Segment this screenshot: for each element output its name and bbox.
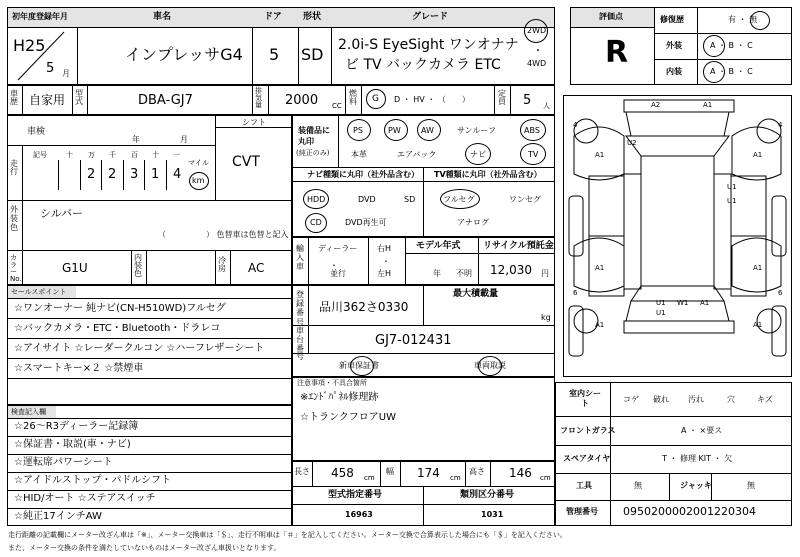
class-label: 類別区分番号 [460, 490, 515, 500]
shaken-year-unit: 年 [132, 135, 140, 144]
inspector-label: 検査記入欄 [11, 408, 46, 416]
import-parallel: 並行 [330, 269, 346, 278]
year-value: H25 [13, 36, 46, 55]
seat-option: 汚れ [688, 395, 704, 404]
car-diagram [564, 96, 791, 376]
sales-point-line: ☆スマートキー×２ ☆禁煙車 [14, 363, 144, 374]
repair-value: 有 ・ 無 [728, 15, 758, 24]
jack-label: ジャッキ [680, 481, 712, 490]
import-left: 左H [377, 269, 392, 278]
car-name-value: インプレッサG4 [125, 45, 243, 64]
interior-label: 内装 [666, 67, 682, 76]
seat-label: 室内シート [569, 389, 601, 409]
nav-dvd-play: DVD再生可 [345, 218, 387, 227]
sales-points-label: セールスポイント [11, 288, 67, 296]
max-load-unit: kg [541, 313, 551, 322]
mileage-digit: 2 [108, 167, 117, 182]
diagram-label: U2 [627, 139, 637, 147]
equip-navi: ナビ [470, 150, 486, 159]
seat-option: コゲ [623, 395, 639, 404]
diagram-label: A1 [700, 299, 710, 307]
registration-value: 品川362さ0330 [319, 300, 409, 314]
chassis-label: 車台番号 [296, 326, 304, 362]
capacity-value: 5 [523, 93, 532, 108]
capacity-label: 定員 [498, 89, 506, 106]
shaken-label: 車検 [27, 127, 46, 137]
equipment-label1: 装備品に [298, 126, 330, 135]
diagram-side-number: 4 [778, 121, 783, 129]
control-value: 0950200002001220304 [623, 505, 756, 518]
color-label: 外装色 [10, 205, 18, 232]
sales-point-line: ☆バックカメラ・ETC・Bluetooth・ドラレコ [14, 323, 221, 334]
nav-sd: SD [404, 195, 416, 204]
control-label: 管理番号 [566, 507, 598, 516]
diagram-label: A1 [595, 264, 605, 272]
tv-fullseg: フルセグ [443, 195, 475, 204]
drive-4wd: 4WD [527, 59, 547, 68]
seat-option: 破れ [653, 395, 669, 404]
diagram-side-number: 4 [573, 121, 578, 129]
equip-ps: PS [353, 126, 363, 135]
inspector-line: ☆純正17インチAW [14, 511, 102, 522]
mileage-label: 走行 [10, 159, 18, 176]
width-unit: cm [450, 474, 461, 482]
drive-2wd: 2WD [527, 26, 547, 35]
class-value: 1031 [481, 510, 504, 519]
spare-value: T ・ 修理 KIT ・ 欠 [662, 454, 733, 463]
equip-abs: ABS [524, 126, 540, 135]
doors-value: 5 [269, 45, 280, 64]
inspector-line: ☆26～R3ディーラー記録簿 [14, 421, 139, 432]
model-year-value: 不明 [456, 269, 472, 278]
width-label: 幅 [386, 467, 394, 476]
glass-value: A ・ ×要ス [681, 426, 723, 435]
seat-option: 穴 [727, 395, 735, 404]
equip-leather: 本革 [351, 150, 367, 159]
fuel-g: G [372, 94, 379, 104]
diagram-label: A1 [595, 321, 605, 329]
recycle-value: 12,030 [490, 263, 532, 277]
month-unit: 月 [62, 69, 70, 78]
diagram-label: A1 [753, 321, 763, 329]
diagram-label: A1 [753, 151, 763, 159]
doors-label: ドア [264, 12, 282, 22]
sales-point-line: ☆ワンオーナー 純ナビ(CN-H510WD)フルセグ [14, 303, 226, 314]
model-value: DBA-GJ7 [138, 93, 193, 108]
fuel-label: 燃料 [349, 89, 357, 106]
jack-value: 無 [747, 481, 755, 490]
equip-airbag: エアバック [397, 150, 437, 159]
tv-oneseg: ワンセグ [509, 195, 541, 204]
inspector-line: ☆運転席パワーシート [14, 457, 113, 468]
usage-label: 車歴 [10, 89, 18, 106]
chassis-value: GJ7-012431 [375, 333, 452, 348]
color-value: シルバー [40, 207, 83, 220]
grade-line2: ビ TV バックカメラ ETC [345, 57, 501, 73]
shift-value: CVT [232, 154, 260, 170]
equipment-label3: (純正のみ) [296, 149, 330, 157]
diagram-side-number: 6 [778, 289, 783, 297]
tools-value: 無 [634, 481, 642, 490]
color-no-label: カラーNo. [10, 254, 22, 283]
shift-label: シフト [242, 118, 266, 127]
recycle-unit: 円 [541, 269, 549, 278]
import-dealer: ディーラー [318, 244, 358, 253]
mileage-digit: 3 [130, 167, 139, 182]
registration-label: 登録番号 [296, 290, 304, 327]
sales-point-line: ☆アイサイト ☆レーダークルコン ☆ハーフレザーシート [14, 343, 265, 354]
import-right: 右H [377, 244, 392, 253]
diagram-label: A1 [703, 101, 713, 109]
width-value: 174 [417, 466, 440, 480]
type-cert-label: 型式指定番号 [328, 490, 383, 500]
shaken-month-unit: 月 [180, 135, 188, 144]
diagram-side-number: 6 [573, 289, 578, 297]
equip-pw: PW [388, 126, 401, 135]
height-value: 146 [509, 466, 532, 480]
equip-sunroof: サンルーフ [457, 126, 496, 135]
grade-line1: 2.0i-S EyeSight ワンオナナ [338, 37, 519, 53]
shape-label: 形状 [303, 12, 322, 22]
footer-line1: 走行距離の記載欄にメーター改ざん車は「※」、メーター交換車は「＄」、走行不明車は「＃」を記入してください。メーター交換で合算表示した場合にも「＄」を記入ください。 [8, 531, 567, 539]
tv-type-header: TV種類に丸印（社外品含む） [434, 170, 542, 179]
fuel-options: D ・ HV ・ （ ） [394, 95, 470, 104]
model-label: 型式 [75, 89, 83, 106]
usage-value: 自家用 [29, 93, 66, 107]
inspector-line: ☆保証書・取説(車・ナビ) [14, 439, 131, 450]
nav-dvd: DVD [358, 195, 376, 204]
mileage-digit: 4 [173, 167, 182, 182]
ac-value: AC [248, 261, 265, 275]
equip-tv: TV [528, 150, 539, 159]
diagram-label: A2 [651, 101, 661, 109]
year-label: 初年度登録年月 [12, 12, 68, 21]
diagram-label: A1 [753, 264, 763, 272]
interior-color-label: 内装色 [134, 253, 142, 278]
diagram-label: U1 [727, 183, 737, 191]
tools-label: 工具 [576, 481, 592, 490]
nav-cd: CD [310, 218, 322, 227]
diagram-label: U1 [656, 299, 666, 307]
length-label: 長さ [294, 467, 310, 476]
exterior-label: 外装 [666, 41, 682, 50]
car-name-label: 車名 [153, 12, 172, 22]
memo-label: 記号 [33, 151, 47, 159]
recycle-label: リサイクル預託金 [483, 241, 554, 251]
model-year-label: モデル年式 [416, 241, 461, 251]
km-label: km [192, 176, 205, 185]
displacement-label: 排気量 [255, 87, 262, 109]
footer-line2: また、メーター交換の条件を満たしていないものはメーター改ざん車扱いとなります。 [8, 544, 281, 552]
type-cert-value: 16963 [345, 510, 373, 519]
inspector-line: ☆アイドルストップ・パドルシフト [14, 475, 172, 486]
score-label: 評価点 [599, 12, 623, 21]
inspector-line: ☆HID/オート ☆ステアスイッチ [14, 493, 156, 504]
capacity-unit: 人 [543, 102, 550, 110]
length-value: 458 [331, 466, 354, 480]
displacement-unit: CC [332, 102, 342, 110]
info-row [7, 85, 555, 115]
shape-value: SD [301, 45, 324, 64]
seat-option: キズ [757, 395, 773, 404]
exterior-grades: A ・ B ・ C [710, 41, 753, 50]
height-label: 高さ [469, 467, 485, 476]
length-unit: cm [364, 474, 375, 482]
tv-analog: アナログ [457, 218, 489, 227]
displacement-value: 2000 [285, 93, 319, 108]
mileage-digit: 2 [87, 167, 96, 182]
max-load-label: 最大積載量 [453, 289, 499, 299]
repair-label: 修復歴 [660, 15, 684, 24]
equip-aw: AW [421, 126, 434, 135]
diagram-label: U1 [656, 309, 666, 317]
grade-label: グレード [412, 12, 449, 22]
score-value: R [605, 35, 629, 70]
warranty: 新車保証書 [339, 361, 379, 370]
note-line: ☆トランクフロアUW [300, 412, 396, 423]
manual: 車両取説 [474, 361, 506, 370]
diagram-label: W1 [677, 299, 689, 307]
mileage-digit: 1 [151, 167, 160, 182]
interior-grades: A ・ B ・ C [710, 67, 753, 76]
equipment-label2: 丸印 [298, 137, 314, 146]
height-unit: cm [540, 474, 551, 482]
model-year-unit: 年 [433, 269, 441, 278]
ac-label: 冷房 [218, 256, 226, 273]
month-value: 5 [46, 61, 55, 76]
diagram-label: U1 [727, 197, 737, 205]
color-no-value: G1U [62, 261, 88, 275]
nav-hdd: HDD [307, 195, 326, 204]
glass-label: フロントガラス [560, 426, 616, 435]
color-note: （ ） 色替車は色替と記入 [158, 230, 289, 239]
import-label: 輸入車 [296, 244, 304, 272]
note-line: ※ｴﾝﾄﾞﾊﾟﾈﾙ修理跡 [300, 392, 379, 403]
diagram-label: A1 [595, 151, 605, 159]
nav-type-header: ナビ種類に丸印（社外品含む） [307, 170, 419, 179]
mile-label: マイル [188, 159, 209, 167]
spare-label: スペアタイヤ [563, 454, 611, 463]
notes-label: 注意事項・不具合箇所 [297, 379, 367, 387]
